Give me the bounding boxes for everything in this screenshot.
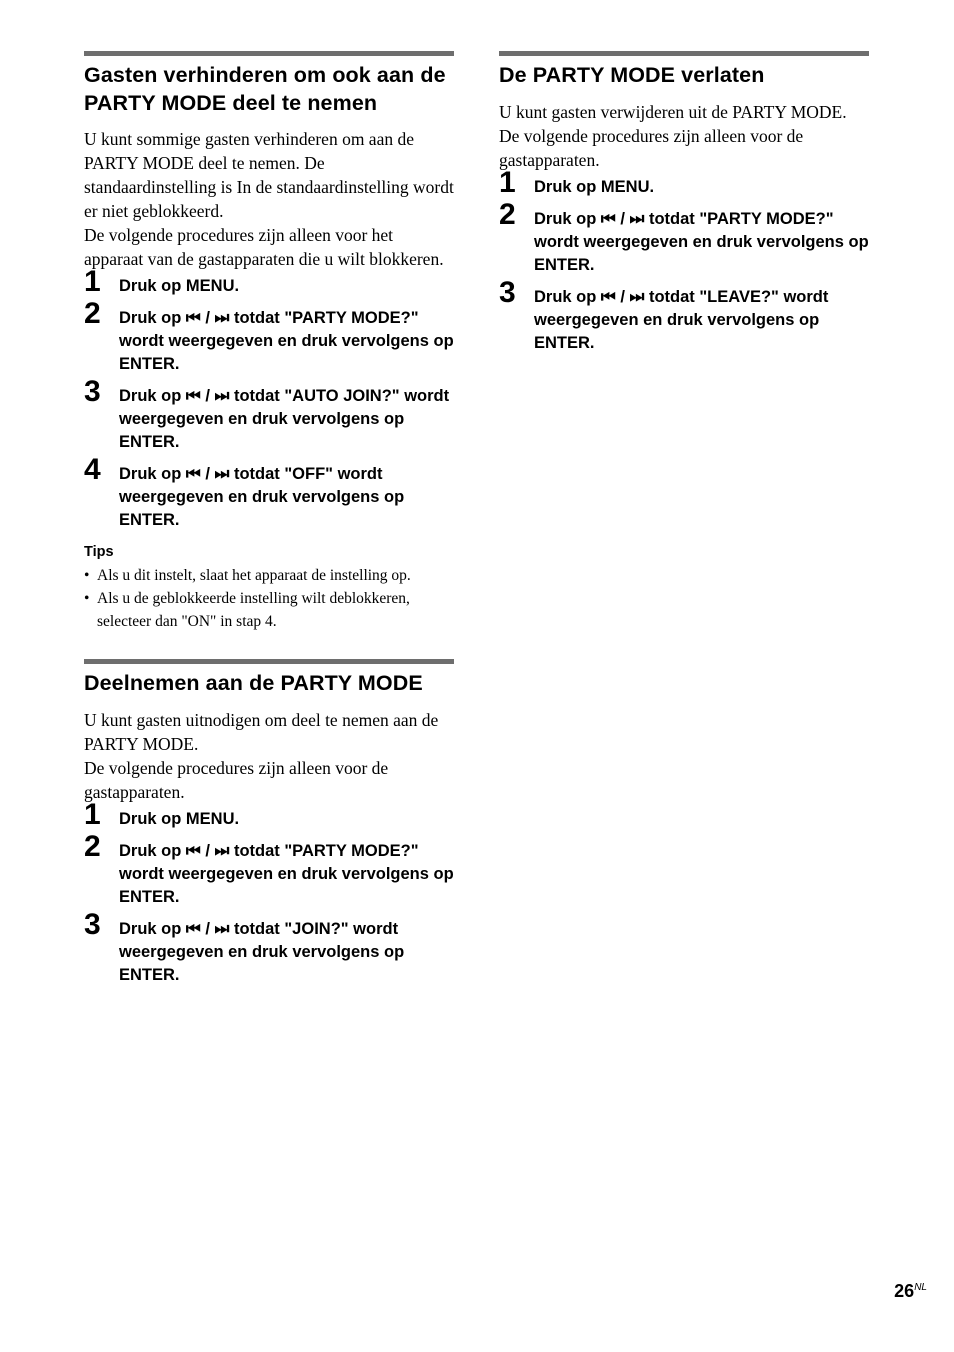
step-item	[84, 797, 454, 831]
tip-text: Als u dit instelt, slaat het apparaat de instelling op.	[97, 567, 411, 584]
step-text: Druk op ⏮ / ⏭ totdat "PARTY MODE?" wordt weergegeven en druk vervolgens op ENTER.	[119, 309, 454, 373]
bullet-icon: •	[84, 590, 90, 607]
section-title: Deelnemen aan de PARTY MODE	[84, 671, 423, 695]
step-number: 1	[84, 265, 101, 298]
step-text: Druk op MENU.	[534, 177, 655, 196]
section-block-join	[84, 659, 454, 987]
section-rule	[84, 51, 454, 56]
section-intro-2: De volgende procedures zijn alleen voor de gastapparaten.	[84, 757, 389, 802]
step-item	[84, 265, 454, 298]
section-intro: U kunt sommige gasten verhinderen om aan de PARTY MODE deel te nemen. De standaardinstelling is In de standaardinstelling wordt er niet geblokkeerd.	[84, 129, 454, 221]
step-number: 3	[499, 275, 516, 309]
step-text: Druk op ⏮ / ⏭ totdat "PARTY MODE?" wordt weergegeven en druk vervolgens op ENTER.	[119, 841, 454, 906]
step-number: 1	[499, 165, 516, 199]
step-item	[499, 275, 869, 355]
step-list	[84, 797, 454, 987]
section-intro: U kunt gasten verwijderen uit de PARTY MODE.	[499, 101, 847, 122]
step-text: Druk op ⏮ / ⏭ totdat "JOIN?" wordt weergegeven en druk vervolgens op ENTER.	[119, 919, 405, 984]
step-item	[499, 165, 869, 199]
step-number: 3	[84, 375, 101, 408]
section-intro: U kunt gasten uitnodigen om deel te nemen aan de PARTY MODE.	[84, 709, 439, 754]
tips-heading: Tips	[84, 544, 114, 560]
step-text: Druk op ⏮ / ⏭ totdat "PARTY MODE?" wordt weergegeven en druk vervolgens op ENTER.	[534, 209, 869, 274]
step-item	[84, 375, 454, 454]
section-title: Gasten verhinderen om ook aan de PARTY MODE deel te nemen	[84, 63, 446, 115]
page-number	[894, 1281, 927, 1302]
step-text: Druk op MENU.	[119, 809, 240, 828]
step-text: Druk op ⏮ / ⏭ totdat "OFF" wordt weergegeven en druk vervolgens op ENTER.	[119, 465, 405, 529]
step-number: 4	[84, 453, 101, 486]
step-number: 2	[84, 829, 101, 863]
tip-item	[84, 587, 454, 633]
section-rule	[84, 659, 454, 664]
left-column	[84, 51, 454, 996]
tip-text: Als u de geblokkeerde instelling wilt deblokkeren, selecteer dan "ON" in stap 4.	[97, 590, 410, 630]
page-number-value: 26	[894, 1281, 915, 1301]
section-intro-2: De volgende procedures zijn alleen voor het apparaat van de gastapparaten die u wilt blokkeren.	[84, 225, 444, 269]
right-column	[499, 51, 869, 364]
step-text: Druk op ⏮ / ⏭ totdat "LEAVE?" wordt weergegeven en druk vervolgens op ENTER.	[534, 287, 829, 352]
section-block-guests	[84, 51, 454, 633]
step-list	[499, 165, 869, 355]
step-list	[84, 265, 454, 532]
tip-item	[84, 564, 454, 587]
step-item	[84, 297, 454, 376]
section-rule	[499, 51, 869, 56]
section-intro-2: De volgende procedures zijn alleen voor de gastapparaten.	[499, 125, 804, 170]
step-item	[84, 829, 454, 909]
step-item	[84, 907, 454, 987]
step-item	[499, 197, 869, 277]
page-language: NL	[914, 1282, 927, 1293]
step-number: 3	[84, 907, 101, 941]
step-item	[84, 453, 454, 532]
step-text: Druk op MENU.	[119, 277, 240, 295]
bullet-icon: •	[84, 567, 90, 584]
step-text: Druk op ⏮ / ⏭ totdat "AUTO JOIN?" wordt weergegeven en druk vervolgens op ENTER.	[119, 387, 450, 451]
step-number: 2	[499, 197, 516, 231]
section-title: De PARTY MODE verlaten	[499, 63, 765, 87]
section-block-leave	[499, 51, 869, 355]
step-number: 2	[84, 297, 101, 330]
step-number: 1	[84, 797, 101, 831]
